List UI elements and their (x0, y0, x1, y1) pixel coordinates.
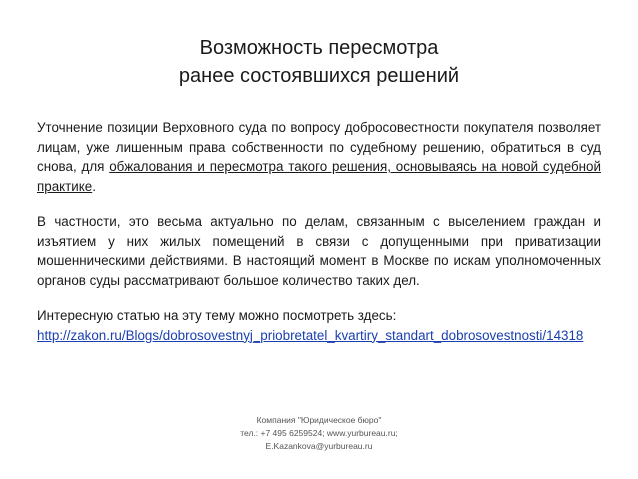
paragraph-3-text: Интересную статью на эту тему можно посмотреть здесь: (37, 308, 397, 323)
slide-title (0, 34, 638, 90)
company-footer (0, 414, 638, 453)
article-link[interactable]: http://zakon.ru/Blogs/dobrosovestnyj_priobretatel_kvartiry_standart_dobrosovestnosti/14318 (37, 327, 584, 343)
footer-email: E.Kazankova@yurbureau.ru (265, 441, 373, 451)
paragraph-1-text: Уточнение позиции Верховного суда по вопросу добросовестности покупателя позволяет лицам, уже лишенным права собственности по судебному решению, обратиться в суд снова, для (37, 120, 601, 174)
footer-contacts: тел.: +7 495 6259524; www.yurbureau.ru; (240, 428, 398, 438)
paragraph-1-underlined: обжалования и пересмотра такого решения, основываясь на новой судебной практике (37, 159, 601, 194)
paragraph-article (37, 306, 601, 345)
paragraph-supreme-court (37, 118, 601, 196)
footer-company: Компания "Юридическое бюро" (256, 415, 382, 425)
title-line-2: ранее состоявшихся решений (178, 65, 460, 87)
title-line-1: Возможность пересмотра (199, 37, 439, 59)
slide-body (37, 118, 601, 345)
paragraph-1-end: . (92, 178, 96, 194)
paragraph-eviction-cases: В частности, это весьма актуально по делам, связанным с выселением граждан и изъятием у них жилых помещений в связи с допущенными при приватизации мошенническими действиями. В настоящий момент в Москве по искам уполномоченных органов суды рассматривают большое количество таких дел. (37, 214, 601, 288)
